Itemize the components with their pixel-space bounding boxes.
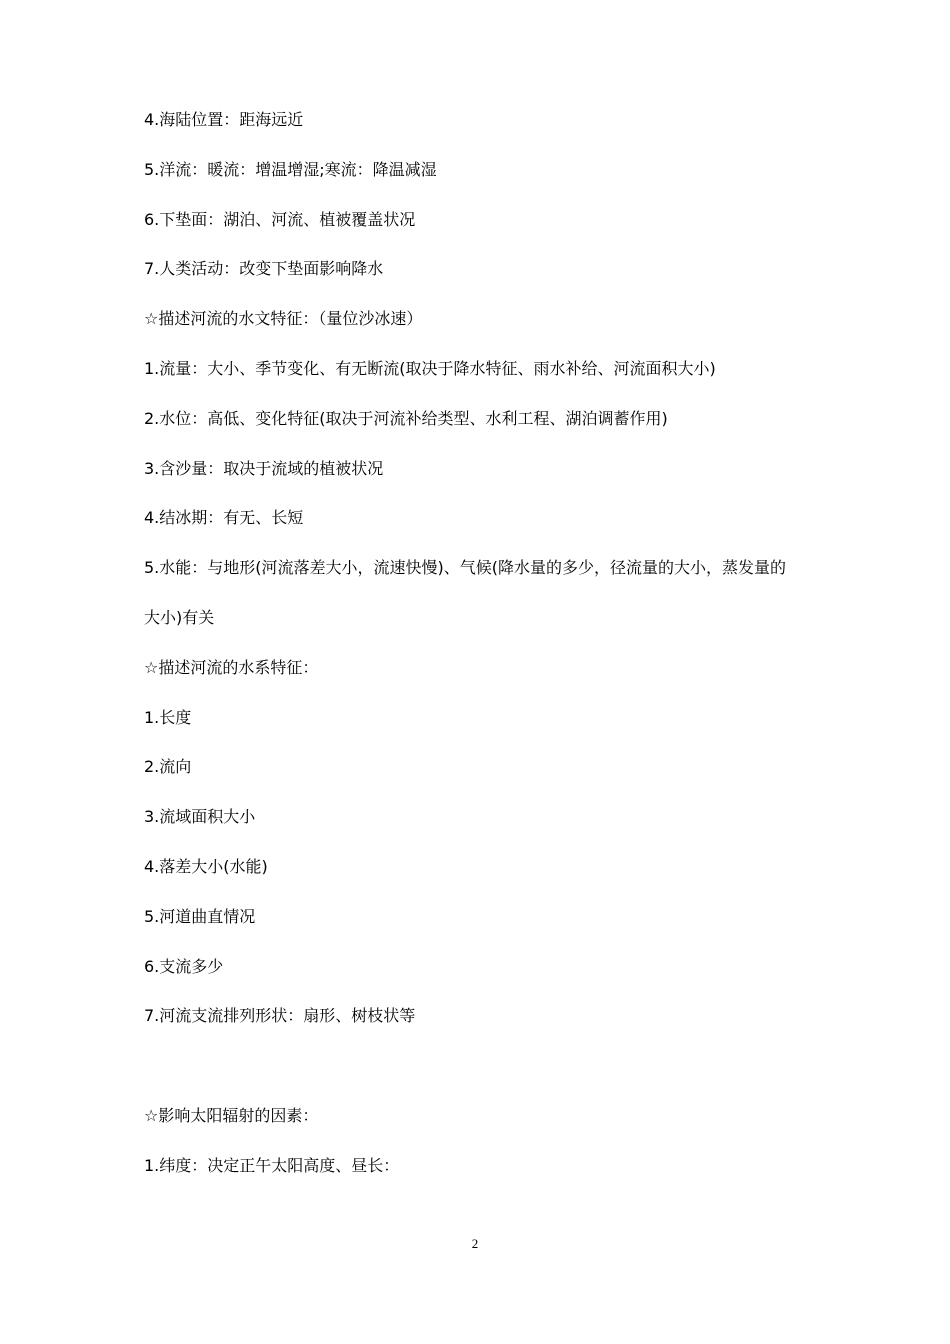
text-line: 3.流域面积大小 (144, 807, 256, 827)
document-body (144, 108, 824, 1204)
text-line: 4.结冰期：有无、长短 (144, 508, 304, 528)
text-line: 5.洋流：暖流：增温增湿;寒流：降温减湿 (144, 159, 437, 179)
blank-line (144, 1054, 824, 1078)
text-line: 4.海陆位置：距海远近 (144, 110, 304, 129)
text-line: 1.纬度：决定正午太阳高度、昼长： (144, 1155, 400, 1175)
text-line: 1.长度 (144, 707, 192, 727)
text-line: 6.下垫面：湖泊、河流、植被覆盖状况 (144, 209, 416, 229)
text-line: 2.水位：高低、变化特征(取决于河流补给类型、水利工程、湖泊调蓄作用) (144, 408, 668, 428)
text-line: 大小)有关 (144, 607, 215, 627)
text-line: 5.河道曲直情况 (144, 906, 256, 926)
text-line: 6.支流多少 (144, 956, 224, 976)
text-line: 7.人类活动：改变下垫面影响降水 (144, 259, 384, 279)
section-heading: ☆描述河流的水系特征： (144, 657, 319, 677)
text-line: 2.流向 (144, 757, 192, 777)
text-line: 7.河流支流排列形状：扇形、树枝状等 (144, 1006, 416, 1026)
section-heading: ☆影响太阳辐射的因素： (144, 1105, 319, 1125)
text-line: 3.含沙量：取决于流域的植被状况 (144, 458, 384, 478)
text-line: 4.落差大小(水能) (144, 856, 268, 876)
text-line: 5.水能：与地形(河流落差大小，流速快慢)、气候(降水量的多少，径流量的大小，蒸发量的 (144, 558, 786, 578)
section-heading: ☆描述河流的水文特征：（量位沙冰速） (144, 309, 423, 329)
page-number: 2 (471, 1236, 479, 1251)
text-line: 1.流量：大小、季节变化、有无断流(取决于降水特征、雨水补给、河流面积大小) (144, 358, 716, 378)
